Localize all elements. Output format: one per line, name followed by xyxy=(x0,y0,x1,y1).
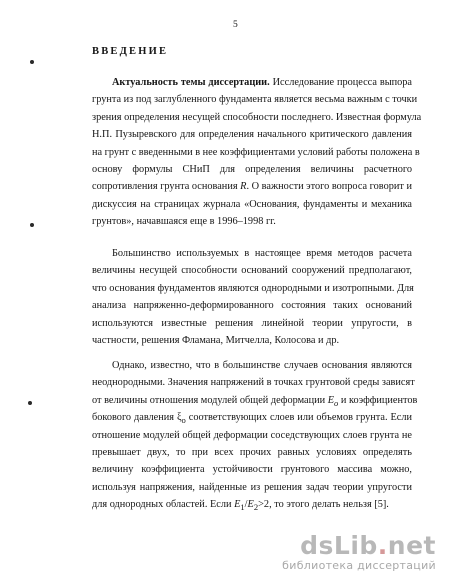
dslib-subtitle: библиотека диссертаций xyxy=(282,559,436,572)
paragraph-line: что основания фундаментов являются однородными и изотропными. Для xyxy=(92,282,414,294)
paragraph-line: грунта из под заглубленного фундамента является весьма важным с точки xyxy=(92,94,418,106)
section-title: ВВЕДЕНИЕ xyxy=(92,46,169,57)
dslib-logo: dsLib.net xyxy=(300,531,436,560)
paragraph-line: бокового давления $\xi_o$ соответствующих слоев или объемов грунта. Если xyxy=(92,412,412,426)
dslib-watermark xyxy=(282,533,436,572)
paragraph-line: Большинство используемых в настоящее время методов расчета xyxy=(112,248,412,259)
paragraph-line: основу формулы СНиП для определения величины расчетного xyxy=(92,163,412,175)
paragraph-line: отношение модулей общей деформации соседствующих слоев грунта не xyxy=(92,429,412,441)
paragraph-line: превышает двух, то при всех прочих равных условиях определять xyxy=(92,446,412,458)
paragraph-line: от величины отношения модулей общей деформации $E_o$ и коэффициентов xyxy=(92,394,418,408)
paragraph-line: грунтов», начавшаяся еще в 1996–1998 гг. xyxy=(92,216,276,228)
relevance-heading: Актуальность темы диссертации. xyxy=(112,77,270,88)
binding-hole-mark xyxy=(30,223,34,227)
paragraph-line: дискуссия на страницах журнала «Основания, фундаменты и механика xyxy=(92,198,412,210)
paragraph-line: величину коэффициента устойчивости грунтового массива можно, xyxy=(92,464,412,476)
paragraph-heterogeneity xyxy=(92,357,418,514)
paragraph-methods xyxy=(92,245,412,349)
paragraph-line: анализа напряженно-деформированного состояния таких оснований xyxy=(92,300,412,312)
paragraph-line: Однако, известно, что в большинстве случаев основания являются xyxy=(112,360,412,371)
paragraph-line: Актуальность темы диссертации. Исследование процесса выпора xyxy=(112,77,412,88)
paragraph-relevance xyxy=(92,74,422,231)
paragraph-line: используются известные решения линейной теории упругости, в xyxy=(92,317,412,329)
paragraph-line: сопротивления грунта основания R. О важности этого вопроса говорит и xyxy=(92,181,413,193)
paragraph-line: неоднородными. Значения напряжений в точках грунтовой среды зависят xyxy=(92,377,415,389)
binding-hole-mark xyxy=(30,60,34,64)
page-number: 5 xyxy=(233,20,238,30)
paragraph-line: используя напряжения, найденные из решения задач теории упругости xyxy=(92,481,412,493)
binding-hole-mark xyxy=(28,401,32,405)
paragraph-line: величины несущей способности оснований сооружений предполагают, xyxy=(92,265,412,277)
paragraph-line: на грунт с введенными в нее коэффициентами условий работы положена в xyxy=(92,146,420,158)
paragraph-line: для однородных областей. Если $E_1/E_2>2$, то этого делать нельзя [5]. xyxy=(92,499,389,513)
paragraph-line: частности, решения Фламана, Митчелла, Колосова и др. xyxy=(92,334,340,346)
paragraph-line: Н.П. Пузыревского для определения начального критического давления xyxy=(92,129,412,141)
paragraph-line: зрения определения несущей способности последнего. Известная формула xyxy=(92,111,422,123)
